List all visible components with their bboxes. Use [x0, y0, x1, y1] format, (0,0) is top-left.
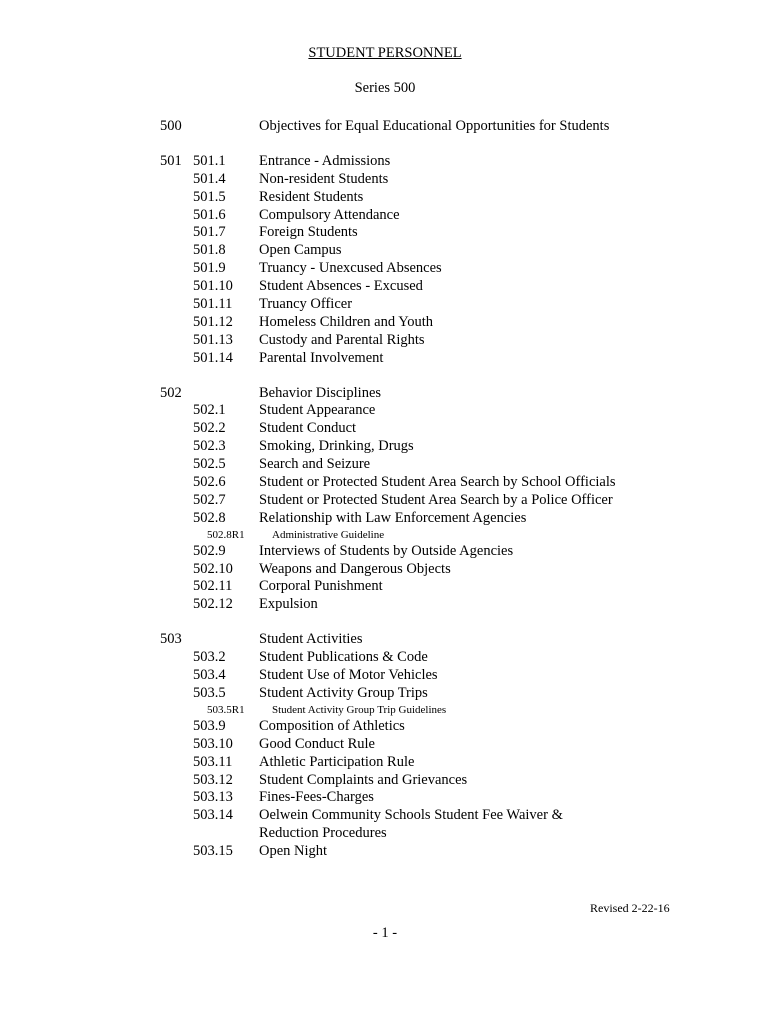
section-heading: Student Activities [259, 631, 363, 648]
policy-row [0, 171, 770, 189]
policy-title: Student or Protected Student Area Search by School Officials [259, 474, 616, 491]
section-row [0, 153, 770, 171]
policy-title: Smoking, Drinking, Drugs [259, 438, 414, 455]
series-subtitle: Series 500 [354, 80, 416, 96]
policy-row [0, 596, 770, 614]
policy-row [0, 825, 770, 843]
section-row [0, 631, 770, 649]
policy-code: 502.10 [193, 560, 233, 577]
policy-row [0, 350, 770, 368]
section-heading: Behavior Disciplines [259, 384, 382, 401]
policy-code: 503.2 [193, 649, 226, 666]
policy-title: Corporal Punishment [259, 578, 383, 595]
policy-code: 503.11 [193, 753, 233, 770]
policy-row [0, 772, 770, 790]
policy-code: 502.8R1 [207, 528, 245, 541]
policy-row [0, 649, 770, 667]
policy-title: Student or Protected Student Area Search by a Police Officer [259, 491, 613, 508]
section-heading: Objectives for Equal Educational Opportunities for Students [259, 118, 610, 134]
policy-code: 501.7 [193, 224, 226, 241]
policy-row [0, 789, 770, 807]
policy-code: 502.2 [193, 420, 226, 437]
policy-row [0, 242, 770, 260]
policy-code: 501.6 [193, 206, 226, 223]
policy-row [0, 260, 770, 278]
policy-title: Foreign Students [259, 224, 358, 241]
guideline-row [0, 528, 770, 543]
policy-table-of-contents [0, 118, 770, 861]
policy-title: Student Complaints and Grievances [259, 771, 468, 788]
policy-row [0, 718, 770, 736]
policy-code: 501.10 [193, 278, 233, 295]
policy-code: 502.3 [193, 438, 226, 455]
policy-title: Search and Seizure [259, 456, 371, 473]
guideline-row [0, 703, 770, 718]
policy-title: Oelwein Community Schools Student Fee Waiver & [259, 807, 563, 824]
policy-code: 503.5 [193, 684, 226, 701]
policy-row [0, 754, 770, 772]
revision-date: Revised 2-22-16 [590, 901, 670, 915]
policy-row [0, 843, 770, 861]
policy-code: 502.8 [193, 509, 226, 526]
policy-title: Custody and Parental Rights [259, 331, 425, 348]
policy-title: Composition of Athletics [259, 717, 405, 734]
policy-code: 501.9 [193, 260, 226, 277]
policy-row [0, 438, 770, 456]
policy-code: 502.9 [193, 542, 226, 559]
policy-title: Truancy - Unexcused Absences [259, 260, 442, 277]
policy-title: Parental Involvement [259, 349, 384, 366]
policy-title: Student Activity Group Trips [259, 684, 428, 701]
policy-code: 503.10 [193, 735, 233, 752]
policy-title: Weapons and Dangerous Objects [259, 560, 451, 577]
policy-title: Good Conduct Rule [259, 735, 375, 752]
policy-title: Homeless Children and Youth [259, 313, 433, 330]
policy-code: 502.1 [193, 402, 226, 419]
policy-title: Truancy Officer [259, 296, 353, 313]
policy-title: Administrative Guideline [272, 528, 385, 541]
policy-row [0, 736, 770, 754]
policy-title: Resident Students [259, 188, 364, 205]
policy-code: 502.6 [193, 474, 226, 491]
document-title: STUDENT PERSONNEL [308, 45, 462, 61]
policy-title: Student Use of Motor Vehicles [259, 667, 438, 684]
policy-code: 503.5R1 [207, 703, 245, 716]
policy-title: Student Activity Group Trip Guidelines [272, 703, 447, 716]
policy-title: Open Campus [259, 242, 342, 259]
policy-row [0, 189, 770, 207]
policy-row [0, 224, 770, 242]
policy-row [0, 332, 770, 350]
policy-row [0, 510, 770, 528]
policy-code: 501.8 [193, 242, 226, 259]
policy-code: 503.9 [193, 717, 226, 734]
policy-title: Reduction Procedures [259, 825, 387, 842]
policy-code: 501.12 [193, 313, 233, 330]
policy-title: Student Appearance [259, 402, 376, 419]
policy-title: Open Night [259, 843, 328, 860]
policy-code: 503.14 [193, 807, 233, 824]
policy-title: Student Conduct [259, 420, 357, 437]
policy-row [0, 420, 770, 438]
policy-code: 501.13 [193, 331, 233, 348]
policy-code: 502.11 [193, 578, 233, 595]
policy-code: 501.4 [193, 170, 226, 187]
policy-row [0, 492, 770, 510]
policy-row [0, 685, 770, 703]
policy-code: 502.7 [193, 491, 226, 508]
policy-code: 501.11 [193, 296, 233, 313]
policy-title: Compulsory Attendance [259, 206, 400, 223]
policy-code: 503.13 [193, 789, 233, 806]
section-row [0, 118, 770, 136]
policy-title: Student Publications & Code [259, 649, 428, 666]
policy-code: 501.14 [193, 349, 233, 366]
policy-title: Expulsion [259, 596, 318, 613]
policy-code: 502.12 [193, 596, 233, 613]
policy-row [0, 296, 770, 314]
series-number: 503 [160, 631, 182, 648]
series-number: 501 [160, 152, 182, 169]
policy-code: 503.15 [193, 843, 233, 860]
policy-code: 503.4 [193, 667, 226, 684]
policy-row [0, 667, 770, 685]
policy-row [0, 456, 770, 474]
policy-code: 503.12 [193, 771, 233, 788]
policy-row [0, 578, 770, 596]
policy-title: Student Absences - Excused [259, 278, 423, 295]
policy-title: Non-resident Students [259, 170, 389, 187]
policy-title: Relationship with Law Enforcement Agencies [259, 509, 527, 526]
policy-row [0, 402, 770, 420]
policy-row [0, 278, 770, 296]
policy-row [0, 561, 770, 579]
page-number: - 1 - [372, 925, 398, 941]
policy-row [0, 314, 770, 332]
policy-row [0, 807, 770, 825]
policy-title: Athletic Participation Rule [259, 753, 415, 770]
policy-row [0, 474, 770, 492]
policy-code: 502.5 [193, 456, 226, 473]
policy-title: Interviews of Students by Outside Agencies [259, 542, 514, 559]
section-row [0, 385, 770, 403]
policy-title: Entrance - Admissions [259, 152, 391, 169]
policy-code: 501.1 [193, 152, 226, 169]
policy-title: Fines-Fees-Charges [259, 789, 374, 806]
policy-row [0, 207, 770, 225]
series-number: 500 [160, 118, 182, 134]
policy-row [0, 543, 770, 561]
policy-code: 501.5 [193, 188, 226, 205]
series-number: 502 [160, 384, 182, 401]
